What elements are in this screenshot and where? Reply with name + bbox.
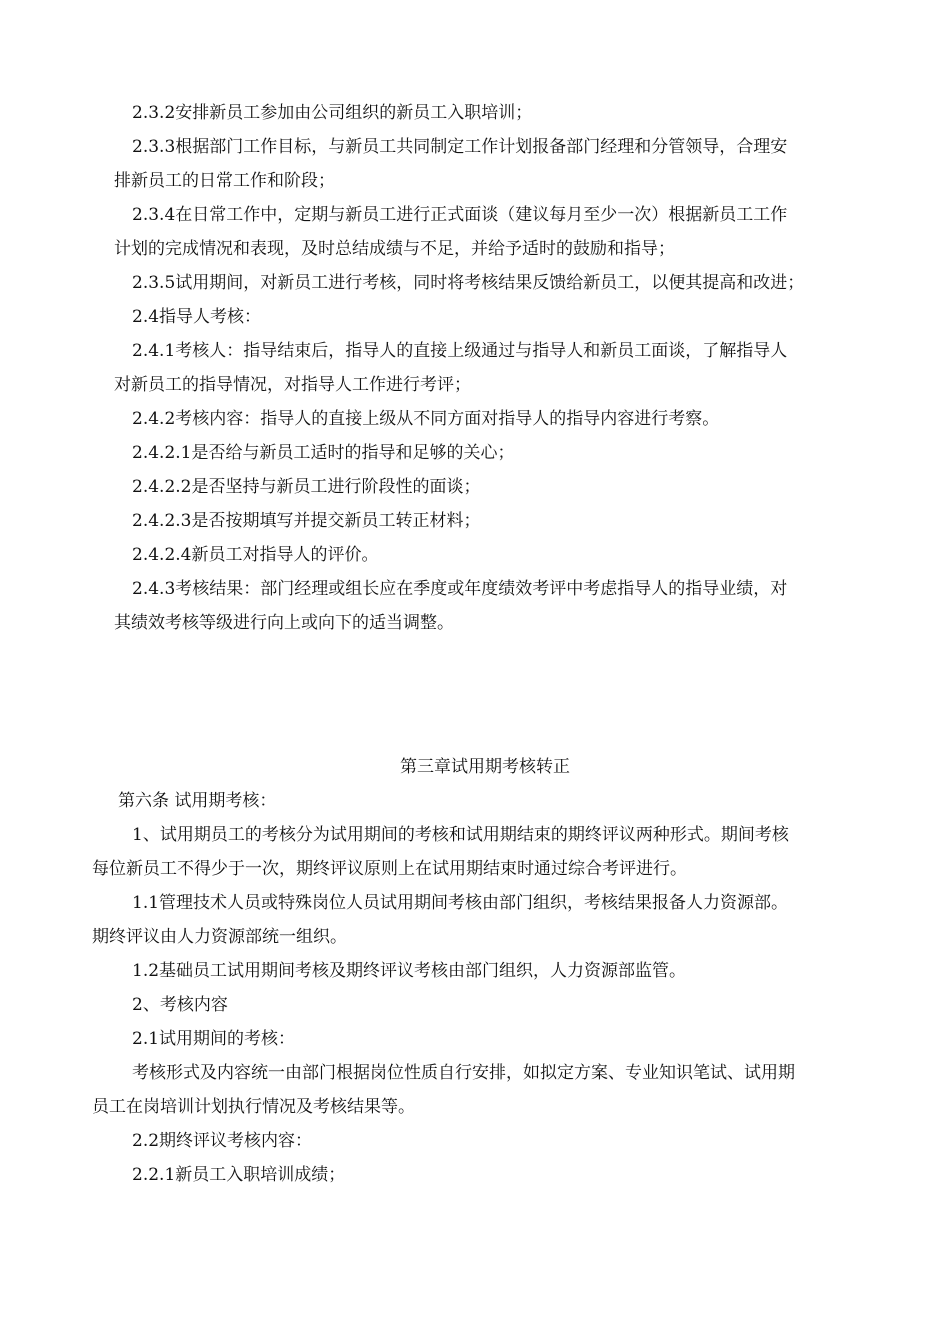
paragraph-line: 计划的完成情况和表现，及时总结成绩与不足，并给予适时的鼓励和指导； (114, 239, 675, 259)
paragraph-line: 对新员工的指导情况，对指导人工作进行考评； (114, 375, 471, 395)
paragraph-line: 其绩效考核等级进行向上或向下的适当调整。 (114, 613, 454, 633)
paragraph-line: 期终评议由人力资源部统一组织。 (92, 927, 347, 947)
paragraph-line: 2.4.3考核结果：部门经理或组长应在季度或年度绩效考评中考虑指导人的指导业绩，对 (132, 579, 788, 599)
section-guidance-assessment (0, 96, 950, 640)
paragraph-line: 2.4.2.3是否按期填写并提交新员工转正材料； (132, 511, 481, 531)
paragraph-line: 2.3.2安排新员工参加由公司组织的新员工入职培训； (132, 103, 533, 123)
paragraph-line: 1、试用期员工的考核分为试用期间的考核和试用期结束的期终评议两种形式。期间考核 (132, 825, 789, 845)
paragraph-line: 2.1试用期间的考核： (132, 1029, 296, 1049)
paragraph-line: 2.3.4在日常工作中，定期与新员工进行正式面谈（建议每月至少一次）根据新员工工作 (132, 205, 788, 225)
paragraph-line: 1.1管理技术人员或特殊岗位人员试用期间考核由部门组织，考核结果报备人力资源部。 (132, 893, 789, 913)
paragraph-line: 2.2期终评议考核内容： (132, 1131, 313, 1151)
paragraph-line: 2.4.2.2是否坚持与新员工进行阶段性的面谈； (132, 477, 481, 497)
paragraph-line: 2.3.5试用期间，对新员工进行考核，同时将考核结果反馈给新员工，以便其提高和改进； (132, 273, 805, 293)
paragraph-line: 考核形式及内容统一由部门根据岗位性质自行安排，如拟定方案、专业知识笔试、试用期 (132, 1063, 795, 1083)
section-probation-assessment (0, 752, 950, 1192)
paragraph-line: 1.2基础员工试用期间考核及期终评议考核由部门组织，人力资源部监管。 (132, 961, 687, 981)
paragraph-line: 2、考核内容 (132, 995, 228, 1015)
paragraph-line: 2.4指导人考核： (132, 307, 262, 327)
paragraph-line: 2.4.2.1是否给与新员工适时的指导和足够的关心； (132, 443, 515, 463)
chapter-title: 第三章试用期考核转正 (400, 757, 570, 777)
paragraph-line: 每位新员工不得少于一次，期终评议原则上在试用期结束时通过综合考评进行。 (92, 859, 687, 879)
paragraph-line: 2.4.2考核内容：指导人的直接上级从不同方面对指导人的指导内容进行考察。 (132, 409, 720, 429)
paragraph-line: 员工在岗培训计划执行情况及考核结果等。 (92, 1097, 415, 1117)
paragraph-line: 排新员工的日常工作和阶段； (114, 171, 335, 191)
paragraph-line: 2.4.2.4新员工对指导人的评价。 (132, 545, 379, 565)
paragraph-line: 2.4.1考核人：指导结束后，指导人的直接上级通过与指导人和新员工面谈，了解指导人 (132, 341, 788, 361)
article-heading: 第六条 试用期考核： (118, 791, 277, 811)
paragraph-line: 2.2.1新员工入职培训成绩； (132, 1165, 346, 1185)
paragraph-line: 2.3.3根据部门工作目标，与新员工共同制定工作计划报备部门经理和分管领导，合理安 (132, 137, 788, 157)
